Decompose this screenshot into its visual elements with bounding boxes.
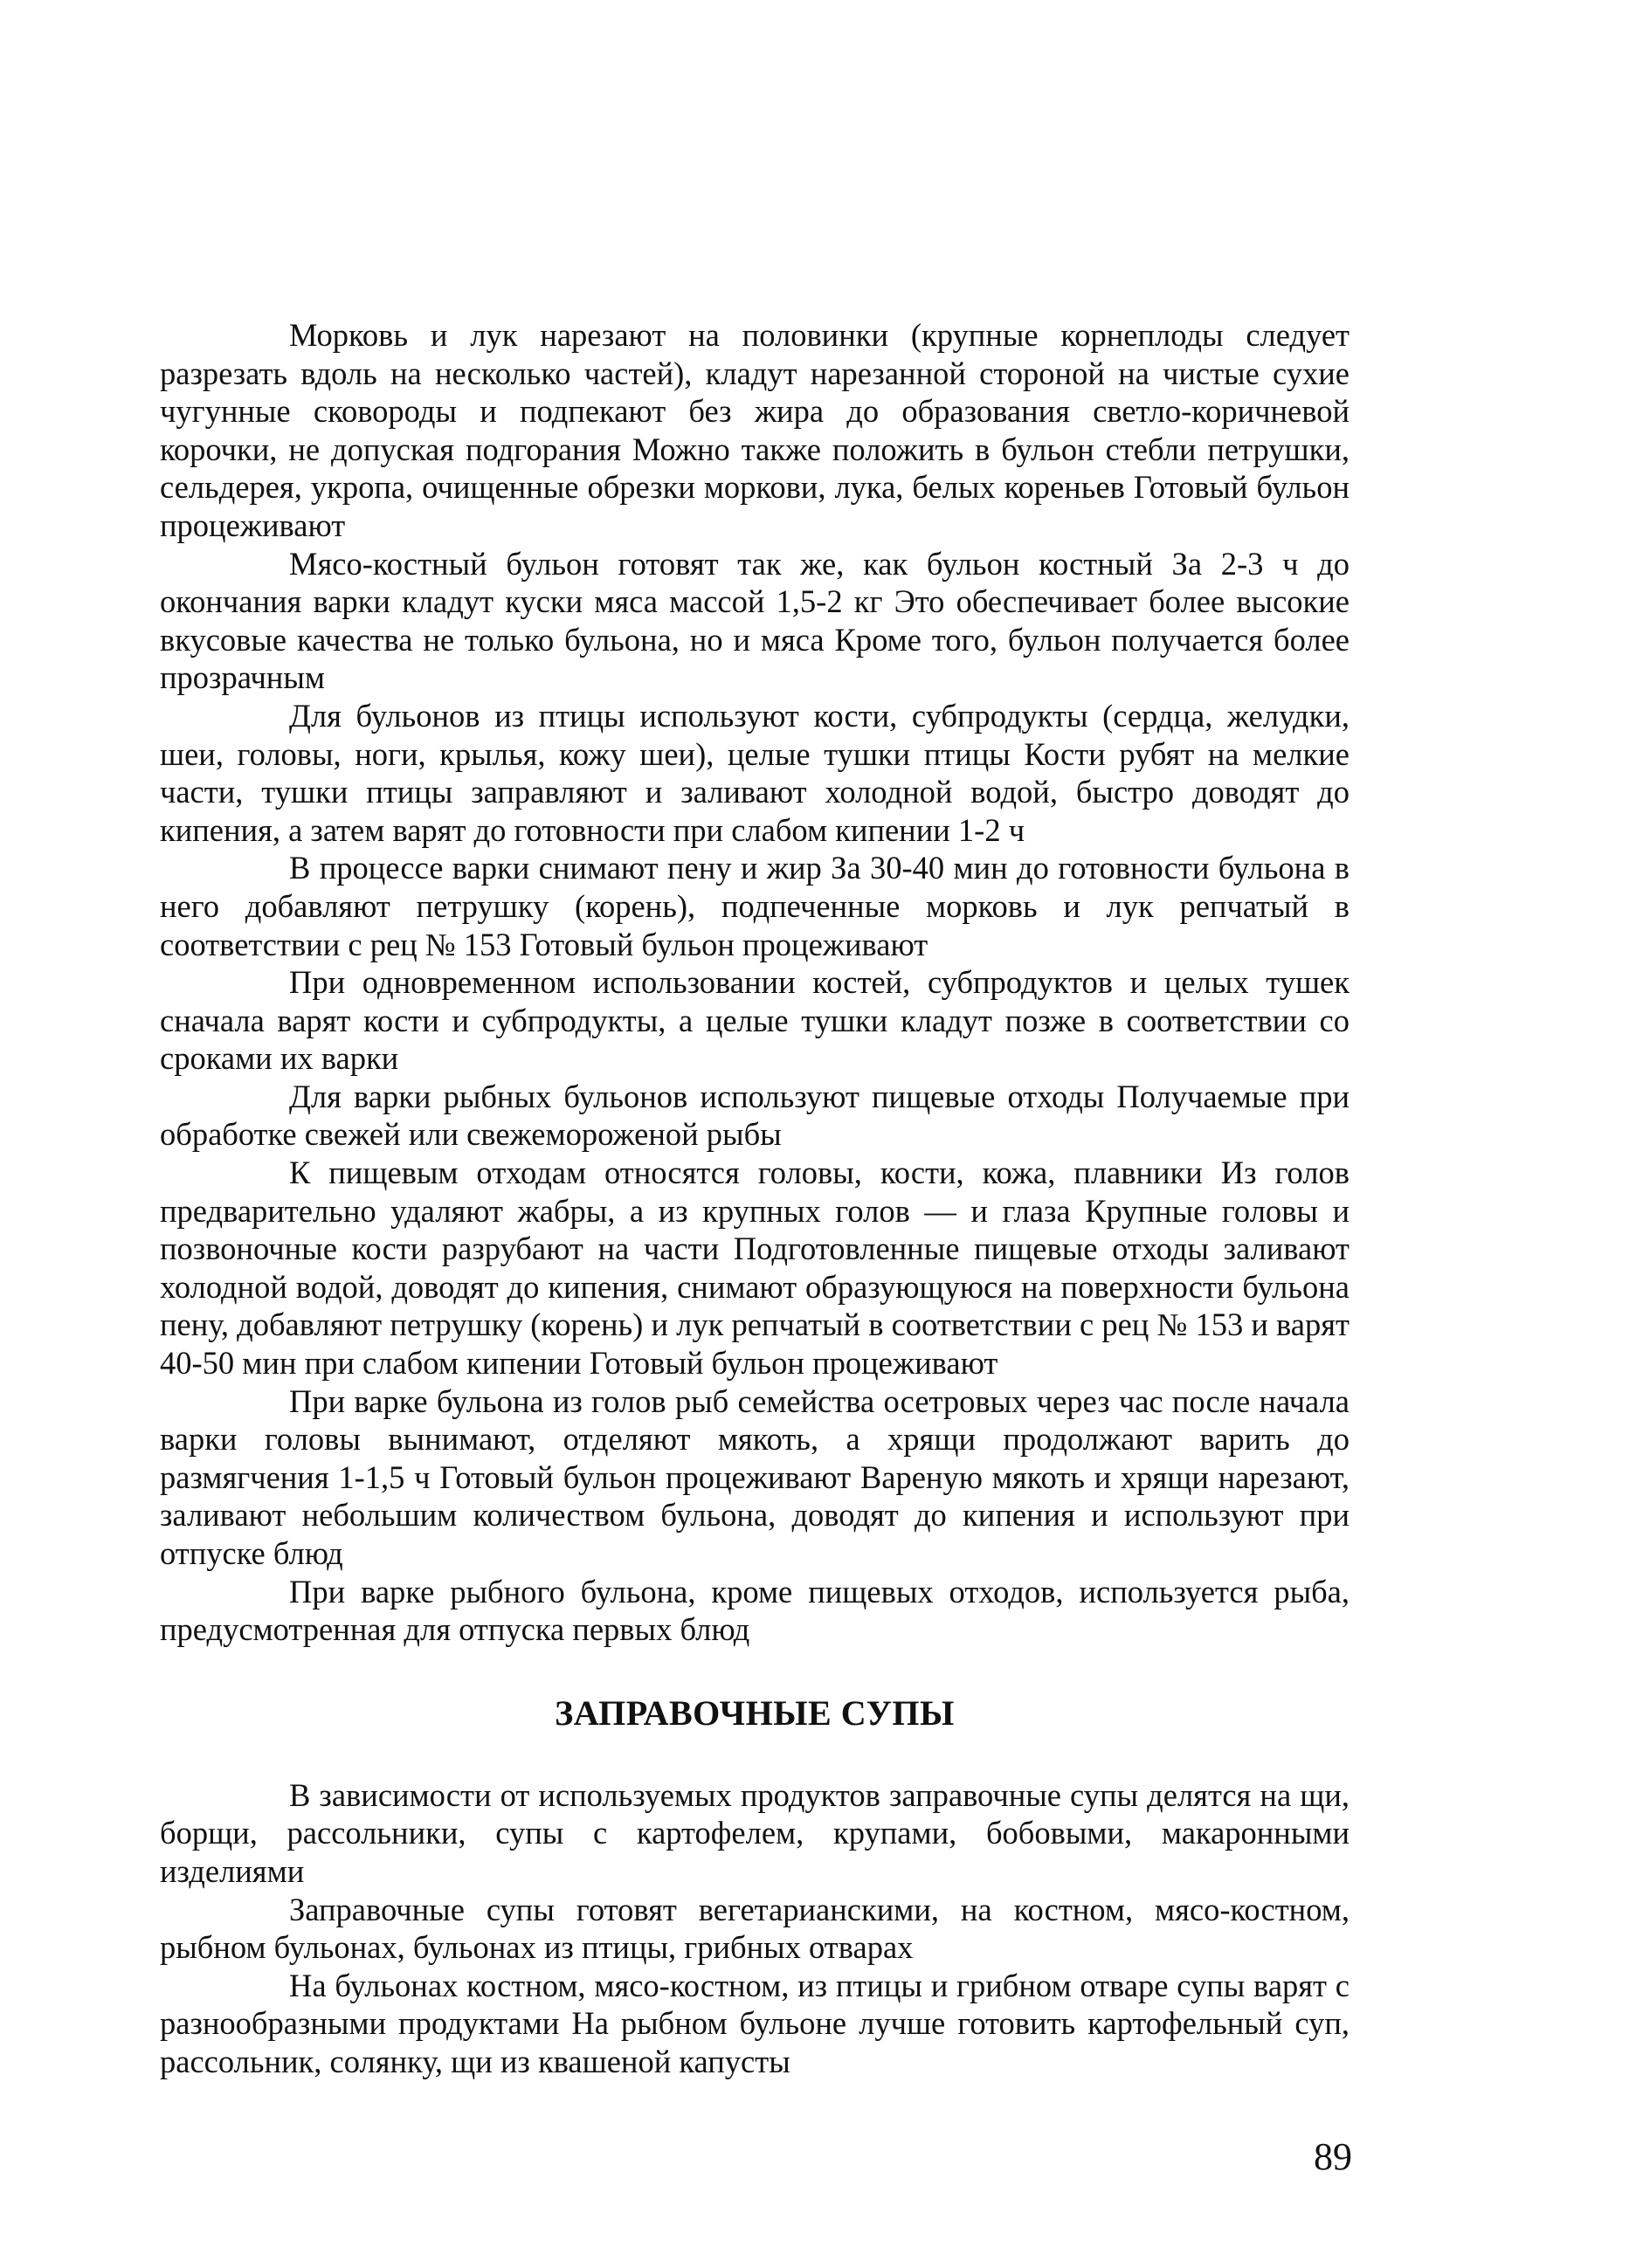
page-number: 89 <box>1314 2135 1352 2178</box>
paragraph-food-waste: К пищевым отходам относятся головы, кости, кожа, плавники Из голов предварительно удаляют жабры, а из крупных голов — и глаза Крупные головы и позвоночные кости разрубают на части Подготовленные пищевые отходы заливают холодной водой, доводят до кипения, снимают образующуюся на поверхности бульона пену, добавляют петрушку (корень) и лук репчатый в соответствии с рец № 153 и варят 40-50 мин при слабом кипении Готовый бульон процеживают <box>160 1155 1350 1382</box>
paragraph-meat-bone-broth: Мясо-костный бульон готовят так же, как бульон костный За 2-3 ч до окончания варки кладут куски мяса массой 1,5-2 кг Это обеспечивает более высокие вкусовые качества не только бульона, но и мяса Кроме того, бульон получается более прозрачным <box>160 545 1350 696</box>
paragraph-carrot-onion: Морковь и лук нарезают на половинки (крупные корнеплоды следует разрезать вдоль на несколько частей), кладут нарезанной стороной на чистые сухие чугунные сковороды и подпекают без жира до образования светло-коричневой корочки, не допуская подгорания Можно также положить в бульон стебли петрушки, сельдерея, укропа, очищенные обрезки моркови, лука, белых кореньев Готовый бульон процеживают <box>160 317 1350 543</box>
paragraph-sturgeon-heads: При варке бульона из голов рыб семейства осетровых через час после начала варки головы вынимают, отделяют мякоть, а хрящи продолжают варить до размягчения 1-1,5 ч Готовый бульон процеживают Вареную мякоть и хрящи нарезают, заливают небольшим количеством бульона, доводят до кипения и используют при отпуске блюд <box>160 1382 1350 1571</box>
paragraph-soup-products: На бульонах костном, мясо-костном, из птицы и грибном отваре супы варят с разнообразными продуктами На рыбном бульоне лучше готовить картофельный суп, рассольник, солянку, щи из квашеной капусты <box>160 1967 1350 2079</box>
paragraph-simultaneous-use: При одновременном использовании костей, субпродуктов и целых тушек сначала варят кости и субпродукты, а целые тушки кладут позже в соответствии со сроками их варки <box>160 964 1350 1077</box>
paragraph-soup-types: В зависимости от используемых продуктов заправочные супы делятся на щи, борщи, рассольники, супы с картофелем, крупами, бобовыми, макаронными изделиями <box>160 1776 1350 1889</box>
paragraph-poultry-broth: Для бульонов из птицы используют кости, субпродукты (сердца, желудки, шеи, головы, ноги, крылья, кожу шеи), целые тушки птицы Кости рубят на мелкие части, тушки птицы заправляют и заливают холодной водой, быстро доводят до кипения, а затем варят до готовности при слабом кипении 1-2 ч <box>160 697 1350 848</box>
paragraph-fish-broth: Для варки рыбных бульонов используют пищевые отходы Получаемые при обработке свежей или свежемороженой рыбы <box>160 1078 1350 1153</box>
paragraph-soup-bases: Заправочные супы готовят вегетарианскими, на костном, мясо-костном, рыбном бульонах, бульонах из птицы, грибных отварах <box>160 1891 1350 1966</box>
paragraph-foam-fat: В процессе варки снимают пену и жир За 30-40 мин до готовности бульона в него добавляют петрушку (корень), подпеченные морковь и лук репчатый в соответствии с рец № 153 Готовый бульон процеживают <box>160 850 1350 962</box>
section-heading: ЗАПРАВОЧНЫЕ СУПЫ <box>555 1692 955 1733</box>
paragraph-fish-for-dishes: При варке рыбного бульона, кроме пищевых отходов, используется рыба, предусмотренная для отпуска первых блюд <box>160 1573 1350 1648</box>
page-text <box>160 316 1350 2081</box>
